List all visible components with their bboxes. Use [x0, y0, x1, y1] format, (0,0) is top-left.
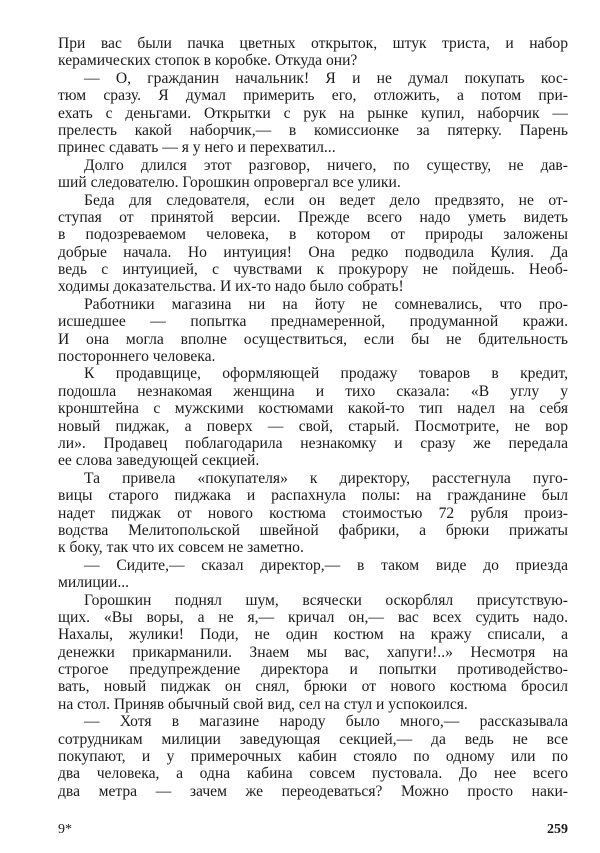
text-line: Нахалы, жулики! Поди, не один костюм на кражу списали, а [58, 626, 568, 644]
text-line: подошла незнакомая женщина и тихо сказала: «В углу у [58, 382, 568, 400]
paragraph [58, 713, 568, 800]
text-line: принес сдавать — я у него и перехватил... [58, 139, 336, 157]
text-line: При вас были пачка цветных открыток, штук триста, и набор [58, 35, 568, 52]
paragraph [58, 557, 568, 592]
text-line: ведь с интуицией, с чувствами к прокурору не пойдешь. Необ- [58, 261, 568, 279]
text-line: вицы старого пиджака и распахнула полы: на гражданине был [58, 487, 568, 505]
text-line: ее слова заведующей секцией. [58, 452, 260, 470]
text-line: денежки прикарманили. Знаем мы вас, хапуги!..» Несмотря на [58, 643, 568, 661]
text-line: — О, гражданин начальник! Я и не думал покупать кос- [84, 69, 568, 87]
text-line: Та привела «покупателя» к директору, расстегнула пуго- [84, 469, 568, 487]
text-line: кронштейна с мужскими костюмами какой-то тип надел на себя [58, 400, 568, 418]
text-line: щих. «Вы воры, а не я,— кричал он,— вас всех судить надо. [58, 608, 568, 626]
text-line: Работники магазина ни на йоту не сомневались, что про- [84, 295, 568, 313]
paragraph [58, 470, 568, 557]
text-line: И она могла вполне осуществиться, если бы не бдительность [58, 330, 568, 348]
text-line: ший следователю. Горошкин опровергал все улики. [58, 174, 401, 192]
text-line: прелесть какой наборчик,— в комиссионке за пятерку. Парень [58, 121, 568, 139]
text-line: водства Мелитопольской швейной фабрики, а брюки прижаты [58, 521, 568, 539]
paragraph [58, 157, 568, 192]
paragraph [58, 192, 568, 296]
text-line: в подозреваемом человека, в котором от природы заложены [58, 226, 568, 244]
page-body [58, 35, 568, 800]
text-line: покупают, и у примерочных кабин стояло по одному или по [58, 748, 568, 766]
text-line: исшедшее — попытка преднамеренной, продуманной кражи. [58, 313, 568, 331]
text-line: милиции... [58, 574, 130, 592]
printer-signature-mark: 9* [58, 822, 72, 837]
text-line: тюм сразу. Я думал примерить его, отложить, а потом при- [58, 87, 568, 105]
paragraph [58, 35, 568, 70]
text-line: строгое предупреждение директора и попытки противодейство- [58, 661, 568, 679]
text-line: Беда для следователя, если он ведет дело предвзято, не от- [84, 191, 568, 209]
text-line: Горошкин поднял шум, всячески оскорблял присутствую- [84, 591, 568, 609]
paragraph [58, 365, 568, 469]
page-number: 259 [547, 822, 568, 837]
text-line: новый пиджак, а поверх — свой, старый. Посмотрите, не вор [58, 417, 568, 435]
text-line: керамических стопок в коробке. Откуда они? [58, 52, 358, 70]
text-line: к боку, так что их совсем не заметно. [58, 539, 304, 557]
text-line: — Хотя в магазине народу было много,— рассказывала [84, 713, 568, 731]
text-line: ли». Продавец поблагодарила незнакомку и сразу же передала [58, 434, 568, 452]
text-line: — Сидите,— сказал директор,— в таком виде до приезда [84, 556, 568, 574]
text-line: Долго длился этот разговор, ничего, по существу, не дав- [84, 156, 568, 174]
text-line: на стол. Приняв обычный свой вид, сел на стул и успокоился. [58, 695, 468, 713]
text-line: ехать с деньгами. Открытки с рук на рынке купил, наборчик — [58, 104, 568, 122]
text-line: постороннего человека. [58, 348, 216, 366]
paragraph [58, 70, 568, 157]
text-line: вать, новый пиджак он снял, брюки от нового костюма бросил [58, 678, 568, 696]
text-line: ходимы доказательства. И их-то надо было собрать! [58, 278, 404, 296]
text-line: добрые начала. Но интуиция! Она редко подводила Кулия. Да [58, 243, 568, 261]
paragraph [58, 296, 568, 366]
text-line: ступая от принятой версии. Прежде всего надо уметь видеть [58, 208, 568, 226]
text-line: два человека, а одна кабина совсем пустовала. До нее всего [58, 765, 568, 783]
text-line: сотрудникам милиции заведующая секцией,— да ведь не все [58, 730, 568, 748]
text-line: два метра — зачем же переодеваться? Можно просто наки- [58, 782, 568, 800]
paragraph [58, 592, 568, 714]
text-line: надет пиджак от нового костюма стоимостью 72 рубля произ- [58, 504, 568, 522]
text-line: К продавщице, оформляющей продажу товаров в кредит, [84, 365, 568, 383]
